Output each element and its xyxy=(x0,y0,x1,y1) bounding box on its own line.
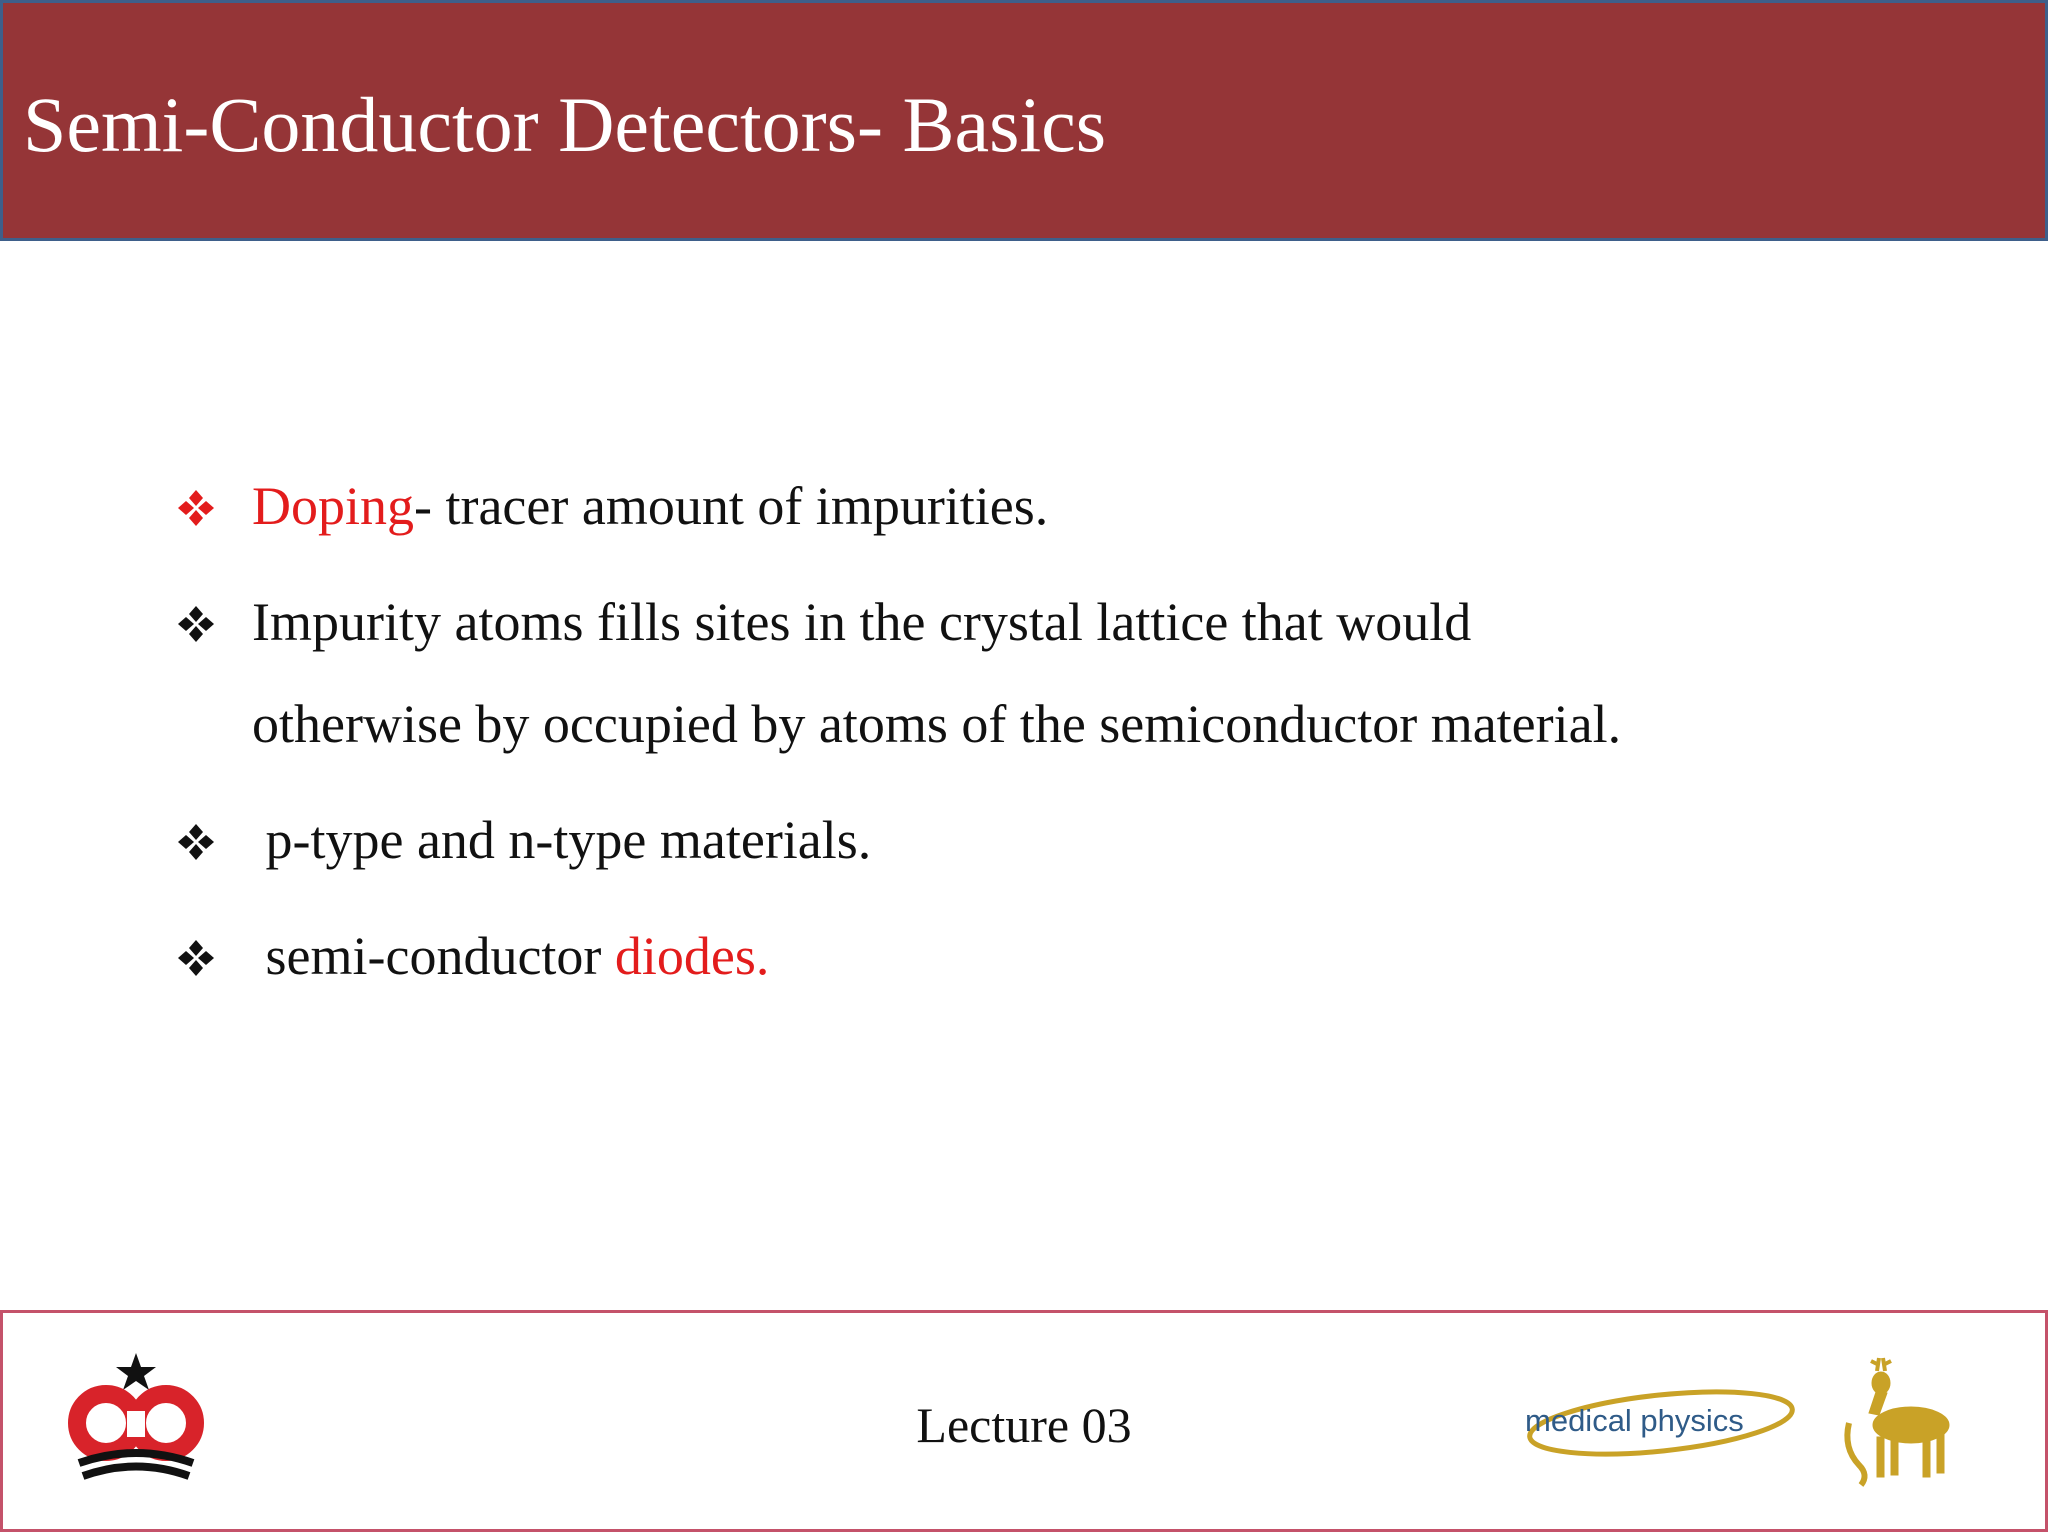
term-doping: Doping xyxy=(252,476,414,536)
slide-title: Semi-Conductor Detectors- Basics xyxy=(23,81,1107,168)
bullet-p-n-type xyxy=(176,789,1976,891)
bullet-text-line: otherwise by occupied by atoms of the semiconductor material. xyxy=(252,694,1622,754)
bullet-list xyxy=(176,455,1976,1021)
slide-header xyxy=(0,0,2048,241)
term-diodes: diodes. xyxy=(614,926,770,986)
bullet-impurity-atoms xyxy=(176,571,1976,775)
bullet-text: p-type and n-type materials. xyxy=(252,810,872,870)
medical-physics-logo-text: medical physics xyxy=(1525,1403,1744,1438)
diamond-bullet-icon xyxy=(176,571,220,673)
bullet-text-line: Impurity atoms fills sites in the crystal lattice that would xyxy=(252,592,1472,652)
diamond-bullet-icon xyxy=(176,905,220,1007)
bullet-doping xyxy=(176,455,1976,557)
bullet-text: semi-conductor xyxy=(252,926,615,986)
diamond-bullet-icon xyxy=(176,455,220,557)
slide-footer xyxy=(0,1310,2048,1532)
bullet-diodes xyxy=(176,905,1976,1007)
medical-physics-logo xyxy=(1521,1381,1801,1476)
bullet-text: - tracer amount of impurities. xyxy=(414,476,1049,536)
stag-logo-icon xyxy=(1839,1353,1959,1498)
diamond-bullet-icon xyxy=(176,789,220,891)
lecture-number: Lecture 03 xyxy=(916,1397,1132,1453)
